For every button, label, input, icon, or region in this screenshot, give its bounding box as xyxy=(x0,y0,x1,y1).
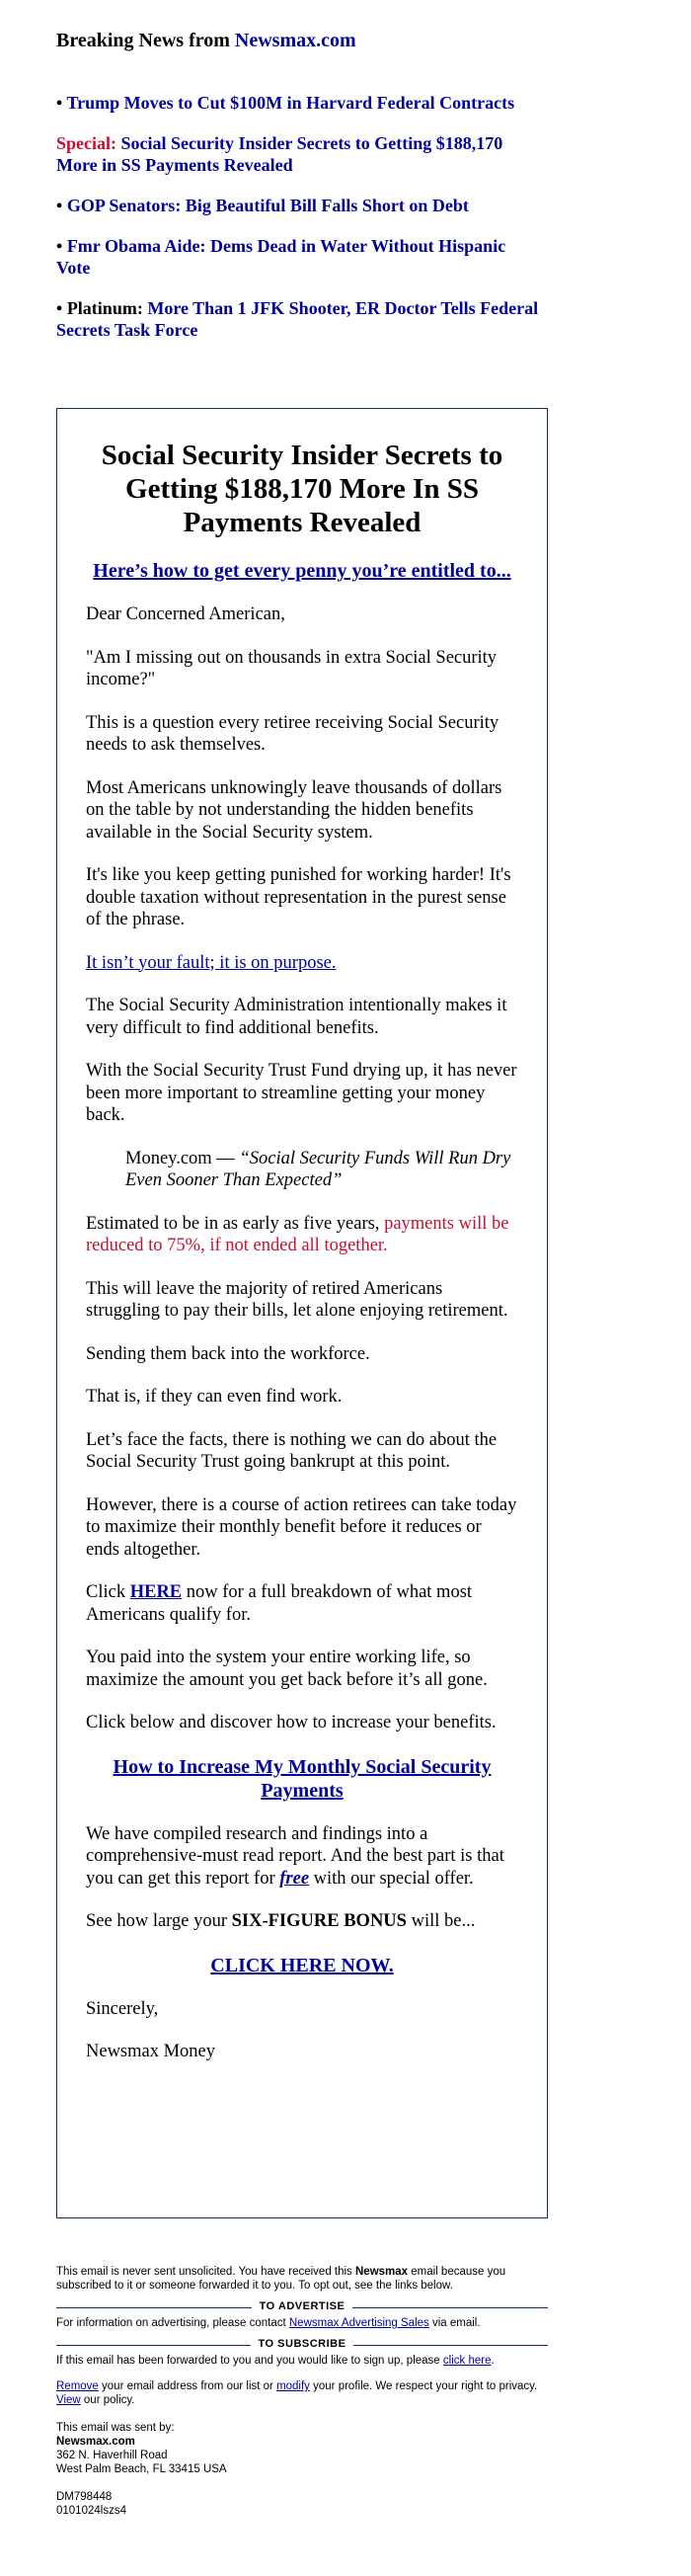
paragraph: The Social Security Administration intentionally makes it very difficult to find additional benefits. xyxy=(86,996,507,1038)
view-policy-link[interactable]: View xyxy=(56,2394,81,2406)
paragraph xyxy=(86,1213,518,1257)
subscribe-divider xyxy=(56,2337,548,2351)
tracking-code: DM798448 xyxy=(56,2491,113,2503)
article-title: Social Security Insider Secrets to Getting $188,170 More In SS Payments Revealed xyxy=(101,440,503,538)
advertise-divider xyxy=(56,2299,548,2313)
footer-text: our policy. xyxy=(80,2394,135,2406)
notice-text: This email is never sent unsolicited. You have received this xyxy=(56,2266,355,2278)
paragraph xyxy=(86,1910,518,1933)
street-address: 362 N. Haverhill Road xyxy=(56,2450,168,2461)
quote-source: Money.com — xyxy=(125,1148,240,1168)
paragraph-text: will be... xyxy=(406,1911,476,1931)
headline-link[interactable]: Fmr Obama Aide: Dems Dead in Water Without Hispanic Vote xyxy=(56,236,506,278)
paragraph-text: with our special offer. xyxy=(309,1868,474,1889)
paragraph: Most Americans unknowingly leave thousands of dollars on the table by not understanding the hidden benefits available in the Social Security system. xyxy=(86,777,502,843)
warning-text: payments will be reduced to 75%, if not ended all together. xyxy=(86,1213,509,1255)
paragraph-text: We have compiled research and findings into a comprehensive-must read report. And the best part is that you can get this report for xyxy=(86,1823,504,1889)
headline-item xyxy=(56,92,540,114)
paragraph-text: See how large your xyxy=(86,1911,232,1931)
subscribe-text xyxy=(56,2354,548,2368)
advertise-heading: TO ADVERTISE xyxy=(252,2300,353,2312)
paragraph xyxy=(86,1823,518,1891)
notice-brand: Newsmax xyxy=(355,2266,409,2278)
bullet: • xyxy=(56,93,67,113)
quote-text: “Social Security Funds Will Run Dry Even Sooner Than Expected” xyxy=(125,1148,511,1190)
here-link[interactable]: HERE xyxy=(129,1582,183,1602)
article-subtitle-link[interactable]: Here’s how to get every penny you’re entitled to... xyxy=(93,560,511,582)
subscribe-heading: TO SUBSCRIBE xyxy=(251,2338,354,2350)
footer-text: If this email has been forwarded to you and you would like to sign up, please xyxy=(56,2355,443,2367)
click-here-now-link[interactable]: CLICK HERE NOW. xyxy=(210,1954,394,1976)
paragraph: With the Social Security Trust Fund drying up, it has never been more important to streamline getting your money back. xyxy=(86,1061,517,1125)
greeting: Dear Concerned American, xyxy=(86,604,285,624)
header-prefix: Breaking News from xyxy=(56,30,235,51)
modify-link[interactable]: modify xyxy=(276,2380,310,2392)
remove-link[interactable]: Remove xyxy=(56,2380,99,2392)
headline-item xyxy=(56,195,540,216)
headline-link[interactable]: GOP Senators: Big Beautiful Bill Falls Short on Debt xyxy=(66,196,469,215)
bullet: • xyxy=(56,236,67,256)
unsolicited-notice xyxy=(56,2265,548,2293)
paragraph: Let’s face the facts, there is nothing we can do about the Social Security Trust going bankrupt at this point. xyxy=(86,1429,498,1472)
signoff: Sincerely, xyxy=(86,1998,159,2019)
free-link[interactable]: free xyxy=(279,1868,310,1889)
bullet: • xyxy=(56,298,67,318)
footer-text: your profile. We respect your right to privacy. xyxy=(309,2380,538,2392)
paragraph: This will leave the majority of retired Americans struggling to pay their bills, let alone enjoying retirement. xyxy=(86,1278,508,1321)
headline-item xyxy=(56,297,540,341)
quote-block xyxy=(125,1148,518,1192)
headline-link[interactable]: Trump Moves to Cut $100M in Harvard Federal Contracts xyxy=(66,93,515,113)
bonus-text: SIX-FIGURE BONUS xyxy=(231,1911,407,1931)
footer-text: via email. xyxy=(428,2317,481,2329)
paragraph: Click below and discover how to increase your benefits. xyxy=(86,1713,497,1732)
paragraph: That is, if they can even find work. xyxy=(86,1387,343,1407)
footer-text: . xyxy=(491,2355,495,2367)
paragraph-text: Estimated to be in as early as five years, xyxy=(86,1213,385,1234)
signature: Newsmax Money xyxy=(86,2042,216,2061)
platinum-label: Platinum: xyxy=(66,298,143,318)
bullet: • xyxy=(56,196,67,215)
breaking-news-header xyxy=(56,30,356,52)
headline-link[interactable]: Social Security Insider Secrets to Getting $188,170 More in SS Payments Revealed xyxy=(56,133,503,175)
advertise-text xyxy=(56,2316,548,2330)
paragraph-text: now for a full breakdown of what most Americans qualify for. xyxy=(86,1582,473,1625)
increase-payments-link[interactable]: How to Increase My Monthly Social Security Payments xyxy=(113,1755,492,1802)
headline-item xyxy=(56,235,540,279)
tracking-codes xyxy=(56,2490,548,2518)
article-box xyxy=(56,408,548,2218)
email-footer xyxy=(56,2265,548,2518)
special-label: Special: xyxy=(56,133,116,153)
advertising-sales-link[interactable]: Newsmax Advertising Sales xyxy=(288,2317,429,2329)
subscribe-link[interactable]: click here xyxy=(442,2355,492,2367)
fault-link[interactable]: It isn’t your fault; it is on purpose. xyxy=(86,952,337,973)
city-address: West Palm Beach, FL 33415 USA xyxy=(56,2463,227,2475)
remove-text xyxy=(56,2379,548,2407)
headline-link[interactable]: More Than 1 JFK Shooter, ER Doctor Tells Federal Secrets Task Force xyxy=(56,298,539,340)
paragraph xyxy=(86,1581,518,1626)
tracking-code: 0101024lszs4 xyxy=(56,2505,126,2517)
footer-text: your email address from our list or xyxy=(98,2380,277,2392)
paragraph xyxy=(86,952,518,975)
paragraph: Sending them back into the workforce. xyxy=(86,1343,370,1364)
company-name: Newsmax.com xyxy=(56,2436,135,2448)
paragraph: You paid into the system your entire working life, so maximize the amount you get back before it’s all gone. xyxy=(86,1648,488,1690)
headline-item xyxy=(56,132,540,176)
newsmax-link[interactable]: Newsmax.com xyxy=(234,30,356,51)
footer-text: For information on advertising, please contact xyxy=(56,2317,289,2329)
paragraph: However, there is a course of action retirees can take today to maximize their monthly benefit before it reduces or ends altogether. xyxy=(86,1494,517,1560)
headline-list xyxy=(56,92,540,360)
notice-text: email because you subscribed to it or someone forwarded it to you. To opt out, see the links below. xyxy=(56,2266,506,2292)
paragraph: This is a question every retiree receiving Social Security needs to ask themselves. xyxy=(86,712,499,755)
sender-address xyxy=(56,2421,548,2476)
paragraph: It's like you keep getting punished for working harder! It's double taxation without representation in the purest sense of the phrase. xyxy=(86,865,511,929)
paragraph-text: Click xyxy=(86,1582,130,1602)
paragraph: "Am I missing out on thousands in extra Social Security income?" xyxy=(86,647,498,689)
sent-by-label: This email was sent by: xyxy=(56,2422,175,2434)
